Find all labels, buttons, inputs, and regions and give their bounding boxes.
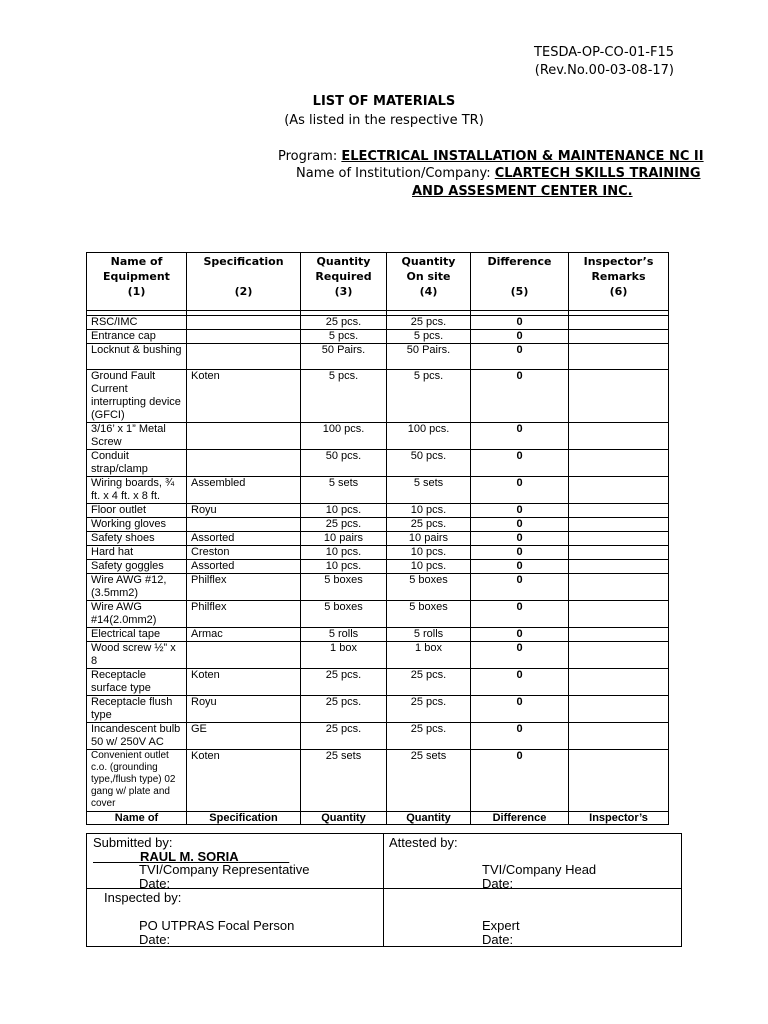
cell-difference: 0: [471, 477, 569, 504]
table-row: [87, 330, 669, 344]
page-subtitle: (As listed in the respective TR): [284, 113, 484, 128]
header-quantity-onsite: Quantity On site (4): [387, 253, 471, 311]
cell-specification: Philflex: [187, 574, 301, 601]
footer-cell: Quantity: [301, 812, 387, 825]
cell-specification: Assembled: [187, 477, 301, 504]
cell-difference: 0: [471, 504, 569, 518]
cell-specification: [187, 330, 301, 344]
cell-difference: 0: [471, 642, 569, 669]
cell-equipment-name: Locknut & bushing: [87, 344, 187, 370]
table-row: [87, 669, 669, 696]
cell-equipment-name: Wire AWG #12, (3.5mm2): [87, 574, 187, 601]
cell-quantity-required: 1 box: [301, 642, 387, 669]
cell-quantity-onsite: 5 pcs.: [387, 370, 471, 423]
inspector-role: PO UTPRAS Focal Person: [139, 918, 295, 933]
cell-quantity-onsite: 1 box: [387, 642, 471, 669]
cell-inspector-remarks: [569, 750, 669, 812]
cell-inspector-remarks: [569, 560, 669, 574]
cell-quantity-required: 5 boxes: [301, 574, 387, 601]
cell-quantity-required: 5 pcs.: [301, 370, 387, 423]
footer-cell: Difference: [471, 812, 569, 825]
header-inspector-remarks: Inspector’s Remarks (6): [569, 253, 669, 311]
cell-quantity-required: 25 pcs.: [301, 696, 387, 723]
attester-role: TVI/Company Head: [482, 862, 597, 877]
table-row: [87, 316, 669, 330]
table-row: [87, 546, 669, 560]
cell-difference: 0: [471, 532, 569, 546]
cell-equipment-name: Ground Fault Current interrupting device (GFCI): [87, 370, 187, 423]
cell-equipment-name: Safety shoes: [87, 532, 187, 546]
cell-equipment-name: Wiring boards, ¾ ft. x 4 ft. x 8 ft.: [87, 477, 187, 504]
cell-inspector-remarks: [569, 370, 669, 423]
program-line: [278, 149, 704, 164]
signature-table: [86, 833, 682, 947]
cell-quantity-onsite: 50 Pairs.: [387, 344, 471, 370]
table-row: [87, 696, 669, 723]
cell-inspector-remarks: [569, 601, 669, 628]
cell-equipment-name: Convenient outlet c.o. (grounding type,/flush type) 02 gang w/ plate and cover: [87, 750, 187, 812]
cell-quantity-onsite: 10 pcs.: [387, 504, 471, 518]
cell-difference: 0: [471, 423, 569, 450]
submitted-cell: [87, 834, 384, 889]
cell-specification: Creston: [187, 546, 301, 560]
cell-specification: [187, 518, 301, 532]
footer-cell: Quantity: [387, 812, 471, 825]
table-row: [87, 560, 669, 574]
cell-inspector-remarks: [569, 504, 669, 518]
cell-equipment-name: Conduit strap/clamp: [87, 450, 187, 477]
attester-date-label: Date:: [482, 876, 514, 891]
cell-equipment-name: Floor outlet: [87, 504, 187, 518]
cell-difference: 0: [471, 450, 569, 477]
cell-equipment-name: Safety goggles: [87, 560, 187, 574]
table-row: [87, 504, 669, 518]
cell-quantity-required: 10 pcs.: [301, 504, 387, 518]
institution-value: CLARTECH SKILLS TRAINING: [494, 166, 701, 181]
cell-quantity-onsite: 10 pcs.: [387, 560, 471, 574]
cell-difference: 0: [471, 518, 569, 532]
cell-quantity-onsite: 5 rolls: [387, 628, 471, 642]
header-difference: Difference (5): [471, 253, 569, 311]
cell-specification: [187, 642, 301, 669]
table-row: [87, 344, 669, 370]
submitted-by-label: Submitted by:: [93, 835, 173, 850]
table-row: [87, 370, 669, 423]
inspected-cell: [87, 889, 384, 947]
cell-specification: GE: [187, 723, 301, 750]
cell-equipment-name: Receptacle surface type: [87, 669, 187, 696]
cell-quantity-required: 100 pcs.: [301, 423, 387, 450]
table-row: [87, 628, 669, 642]
cell-quantity-onsite: 25 pcs.: [387, 723, 471, 750]
cell-specification: [187, 450, 301, 477]
cell-equipment-name: Incandescent bulb 50 w/ 250V AC: [87, 723, 187, 750]
document-code: TESDA-OP-CO-01-F15: [534, 45, 674, 60]
attested-cell: [384, 834, 682, 889]
cell-quantity-required: 50 Pairs.: [301, 344, 387, 370]
cell-quantity-onsite: 25 sets: [387, 750, 471, 812]
cell-quantity-required: 25 pcs.: [301, 669, 387, 696]
cell-quantity-required: 25 pcs.: [301, 723, 387, 750]
cell-quantity-required: 10 pairs: [301, 532, 387, 546]
attested-by-label: Attested by:: [389, 835, 458, 850]
cell-equipment-name: Hard hat: [87, 546, 187, 560]
cell-difference: 0: [471, 316, 569, 330]
table-row: [87, 532, 669, 546]
cell-inspector-remarks: [569, 574, 669, 601]
cell-quantity-onsite: 5 pcs.: [387, 330, 471, 344]
cell-quantity-onsite: 5 boxes: [387, 574, 471, 601]
cell-inspector-remarks: [569, 642, 669, 669]
cell-equipment-name: 3/16’ x 1” Metal Screw: [87, 423, 187, 450]
cell-inspector-remarks: [569, 723, 669, 750]
cell-inspector-remarks: [569, 423, 669, 450]
cell-difference: 0: [471, 628, 569, 642]
table-row: [87, 750, 669, 812]
cell-specification: [187, 423, 301, 450]
cell-difference: 0: [471, 574, 569, 601]
cell-inspector-remarks: [569, 546, 669, 560]
cell-equipment-name: Wire AWG #14(2.0mm2): [87, 601, 187, 628]
cell-quantity-onsite: 10 pcs.: [387, 546, 471, 560]
cell-specification: Philflex: [187, 601, 301, 628]
footer-cell: Specification: [187, 812, 301, 825]
cell-specification: Koten: [187, 750, 301, 812]
cell-quantity-required: 10 pcs.: [301, 560, 387, 574]
cell-quantity-onsite: 25 pcs.: [387, 316, 471, 330]
inspector-date-label: Date:: [139, 932, 171, 947]
cell-quantity-required: 5 sets: [301, 477, 387, 504]
cell-inspector-remarks: [569, 628, 669, 642]
document-revision: (Rev.No.00-03-08-17): [534, 63, 674, 78]
cell-quantity-onsite: 5 sets: [387, 477, 471, 504]
cell-specification: [187, 316, 301, 330]
institution-value-continued: AND ASSESMENT CENTER INC.: [412, 184, 633, 199]
cell-equipment-name: Receptacle flush type: [87, 696, 187, 723]
header-equipment: Name of Equipment (1): [87, 253, 187, 311]
program-value: ELECTRICAL INSTALLATION & MAINTENANCE NC II: [341, 149, 704, 164]
cell-specification: Royu: [187, 504, 301, 518]
inspected-by-label: Inspected by:: [104, 890, 182, 905]
cell-quantity-required: 5 pcs.: [301, 330, 387, 344]
cell-inspector-remarks: [569, 696, 669, 723]
table-row: [87, 601, 669, 628]
cell-difference: 0: [471, 696, 569, 723]
cell-difference: 0: [471, 370, 569, 423]
cell-quantity-required: 25 pcs.: [301, 518, 387, 532]
cell-specification: Armac: [187, 628, 301, 642]
header-quantity-required: Quantity Required (3): [301, 253, 387, 311]
cell-difference: 0: [471, 330, 569, 344]
cell-difference: 0: [471, 750, 569, 812]
table-header-row: [87, 253, 669, 311]
footer-cell: Inspector’s: [569, 812, 669, 825]
cell-quantity-onsite: 25 pcs.: [387, 669, 471, 696]
cell-specification: Koten: [187, 669, 301, 696]
institution-line: [296, 166, 701, 181]
cell-equipment-name: RSC/IMC: [87, 316, 187, 330]
table-footer-row: [87, 812, 669, 825]
cell-quantity-onsite: 100 pcs.: [387, 423, 471, 450]
table-row: [87, 574, 669, 601]
expert-date-label: Date:: [482, 932, 514, 947]
cell-specification: Koten: [187, 370, 301, 423]
cell-inspector-remarks: [569, 330, 669, 344]
cell-specification: Assorted: [187, 560, 301, 574]
cell-inspector-remarks: [569, 518, 669, 532]
cell-quantity-required: 5 boxes: [301, 601, 387, 628]
table-row: [87, 518, 669, 532]
cell-quantity-required: 25 pcs.: [301, 316, 387, 330]
header-specification: Specification (2): [187, 253, 301, 311]
cell-difference: 0: [471, 669, 569, 696]
cell-equipment-name: Entrance cap: [87, 330, 187, 344]
expert-role: Expert: [482, 918, 520, 933]
cell-inspector-remarks: [569, 316, 669, 330]
table-row: [87, 450, 669, 477]
footer-cell: Name of: [87, 812, 187, 825]
cell-specification: [187, 344, 301, 370]
cell-specification: Royu: [187, 696, 301, 723]
table-row: [87, 477, 669, 504]
cell-quantity-required: 25 sets: [301, 750, 387, 812]
page-title: LIST OF MATERIALS: [312, 94, 456, 109]
submitter-name: RAUL M. SORIA: [139, 849, 239, 864]
expert-cell: [384, 889, 682, 947]
cell-inspector-remarks: [569, 477, 669, 504]
cell-quantity-onsite: 25 pcs.: [387, 518, 471, 532]
table-row: [87, 423, 669, 450]
cell-equipment-name: Electrical tape: [87, 628, 187, 642]
cell-specification: Assorted: [187, 532, 301, 546]
cell-difference: 0: [471, 723, 569, 750]
table-row: [87, 723, 669, 750]
cell-equipment-name: Wood screw ½” x 8: [87, 642, 187, 669]
cell-equipment-name: Working gloves: [87, 518, 187, 532]
cell-inspector-remarks: [569, 450, 669, 477]
program-label: Program:: [278, 149, 342, 164]
cell-difference: 0: [471, 560, 569, 574]
table-row: [87, 642, 669, 669]
institution-label: Name of Institution/Company:: [296, 166, 495, 181]
cell-quantity-onsite: 10 pairs: [387, 532, 471, 546]
submitter-role: TVI/Company Representative: [139, 862, 310, 877]
cell-inspector-remarks: [569, 532, 669, 546]
cell-inspector-remarks: [569, 669, 669, 696]
cell-quantity-onsite: 50 pcs.: [387, 450, 471, 477]
cell-quantity-required: 50 pcs.: [301, 450, 387, 477]
cell-quantity-required: 10 pcs.: [301, 546, 387, 560]
cell-quantity-onsite: 25 pcs.: [387, 696, 471, 723]
cell-quantity-onsite: 5 boxes: [387, 601, 471, 628]
cell-difference: 0: [471, 546, 569, 560]
submitter-date-label: Date:: [139, 876, 171, 891]
cell-quantity-required: 5 rolls: [301, 628, 387, 642]
cell-difference: 0: [471, 344, 569, 370]
cell-difference: 0: [471, 601, 569, 628]
materials-table: [86, 252, 669, 825]
cell-inspector-remarks: [569, 344, 669, 370]
